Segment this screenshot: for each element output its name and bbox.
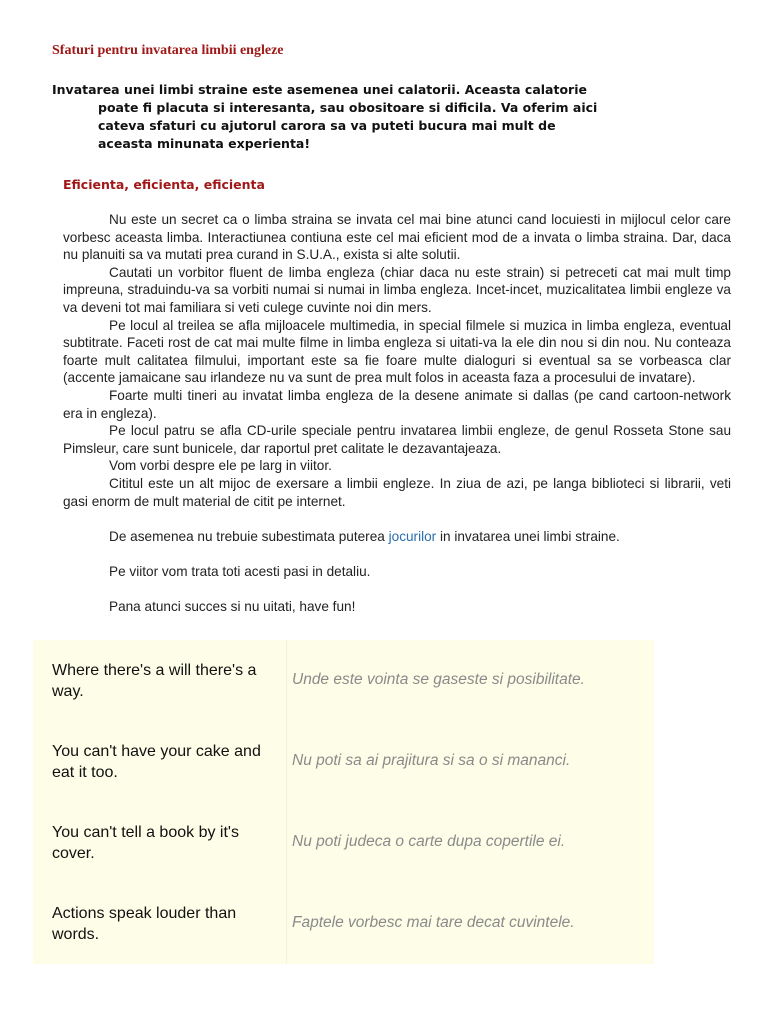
closing-paragraph: Pana atunci succes si nu uitati, have fun!: [109, 599, 356, 615]
intro-paragraph: [52, 81, 608, 153]
article-body: [63, 211, 731, 616]
paragraph: Foarte multi tineri au invatat limba engleza de la desene animate si dallas (pe cand cartoon-network era in engleza).: [63, 387, 731, 421]
proverb-romanian: Unde este vointa se gaseste si posibilitate.: [292, 671, 585, 688]
games-link[interactable]: jocurilor: [388, 528, 437, 544]
proverb-row: [33, 802, 654, 883]
proverb-romanian: Faptele vorbesc mai tare decat cuvintele.: [292, 914, 575, 931]
intro-rest: poate fi placuta si interesanta, sau obositoare si dificila. Va oferim aici cateva sfaturi cu ajutorul carora sa va puteti bucura mai mult de aceasta minunata experienta!: [98, 100, 598, 151]
paragraph: Vom vorbi despre ele pe larg in viitor.: [109, 458, 332, 474]
paragraph: Cititul este un alt mijoc de exersare a limbii engleze. In ziua de azi, pe langa biblioteci si librarii, veti gasi enorm de mult material de citit pe internet.: [63, 475, 731, 509]
proverbs-table: [33, 640, 654, 964]
proverb-english: You can't tell a book by it's cover.: [52, 824, 239, 862]
intro-first-line: Invatarea unei limbi straine este asemenea unei calatorii. Aceasta calatorie: [52, 82, 587, 97]
paragraph: Nu este un secret ca o limba straina se invata cel mai bine atunci cand locuiesti in mijlocul celor care vorbesc aceasta limba. Interactiunea contiuna este cel mai eficient mod de a invata o limba straina. Dar, daca nu planuiti sa va mutati prea curand in S.U.A., exista si alte solutii.: [63, 212, 731, 263]
future-paragraph: Pe viitor vom trata toti acesti pasi in detaliu.: [109, 563, 371, 579]
paragraph: Cautati un vorbitor fluent de limba engleza (chiar daca nu este strain) si petreceti cat mai mult timp impreuna, straduindu-va sa vorbiti numai si numai in limba engleza. Incet-incet, muzicalitatea limbii engleze va va deveni tot mai familiara si veti culege cuvinte noi din mers.: [63, 264, 731, 315]
paragraph: Pe locul patru se afla CD-urile speciale pentru invatarea limbii engleze, de genul Rosseta Stone sau Pimsleur, care sunt bunicele, dar raportul pret calitate le dezavantajeaza.: [63, 423, 731, 456]
page-title: Sfaturi pentru invatarea limbii engleze: [52, 43, 284, 58]
section-title: Eficienta, eficienta, eficienta: [63, 177, 265, 192]
games-paragraph: [63, 528, 731, 546]
proverb-romanian: Nu poti sa ai prajitura si sa o si mananci.: [292, 752, 571, 769]
paragraph: Pe locul al treilea se afla mijloacele multimedia, in special filmele si muzica in limba engleza, eventual subtitrate. Faceti rost de cat mai multe filme in limba engleza si uitati-va la ele din nou si din nou. Nu conteaza foarte mult calitatea filmului, important este sa fie foare multe dialoguri si eventual sa se vorbeasca clar (accente jamaicane sau irlandeze nu va sunt de prea mult folos in aceasta faza a procesului de invatare).: [63, 317, 731, 386]
proverb-english: You can't have your cake and eat it too.: [52, 743, 261, 781]
proverb-row: [33, 640, 654, 721]
proverb-english: Where there's a will there's a way.: [52, 662, 257, 700]
proverb-english: Actions speak louder than words.: [52, 905, 237, 943]
games-text-before: De asemenea nu trebuie subestimata puterea: [109, 528, 389, 544]
proverb-romanian: Nu poti judeca o carte dupa copertile ei.: [292, 833, 566, 850]
games-text-after: in invatarea unei limbi straine.: [436, 528, 620, 544]
proverb-row: [33, 883, 654, 964]
proverb-row: [33, 721, 654, 802]
